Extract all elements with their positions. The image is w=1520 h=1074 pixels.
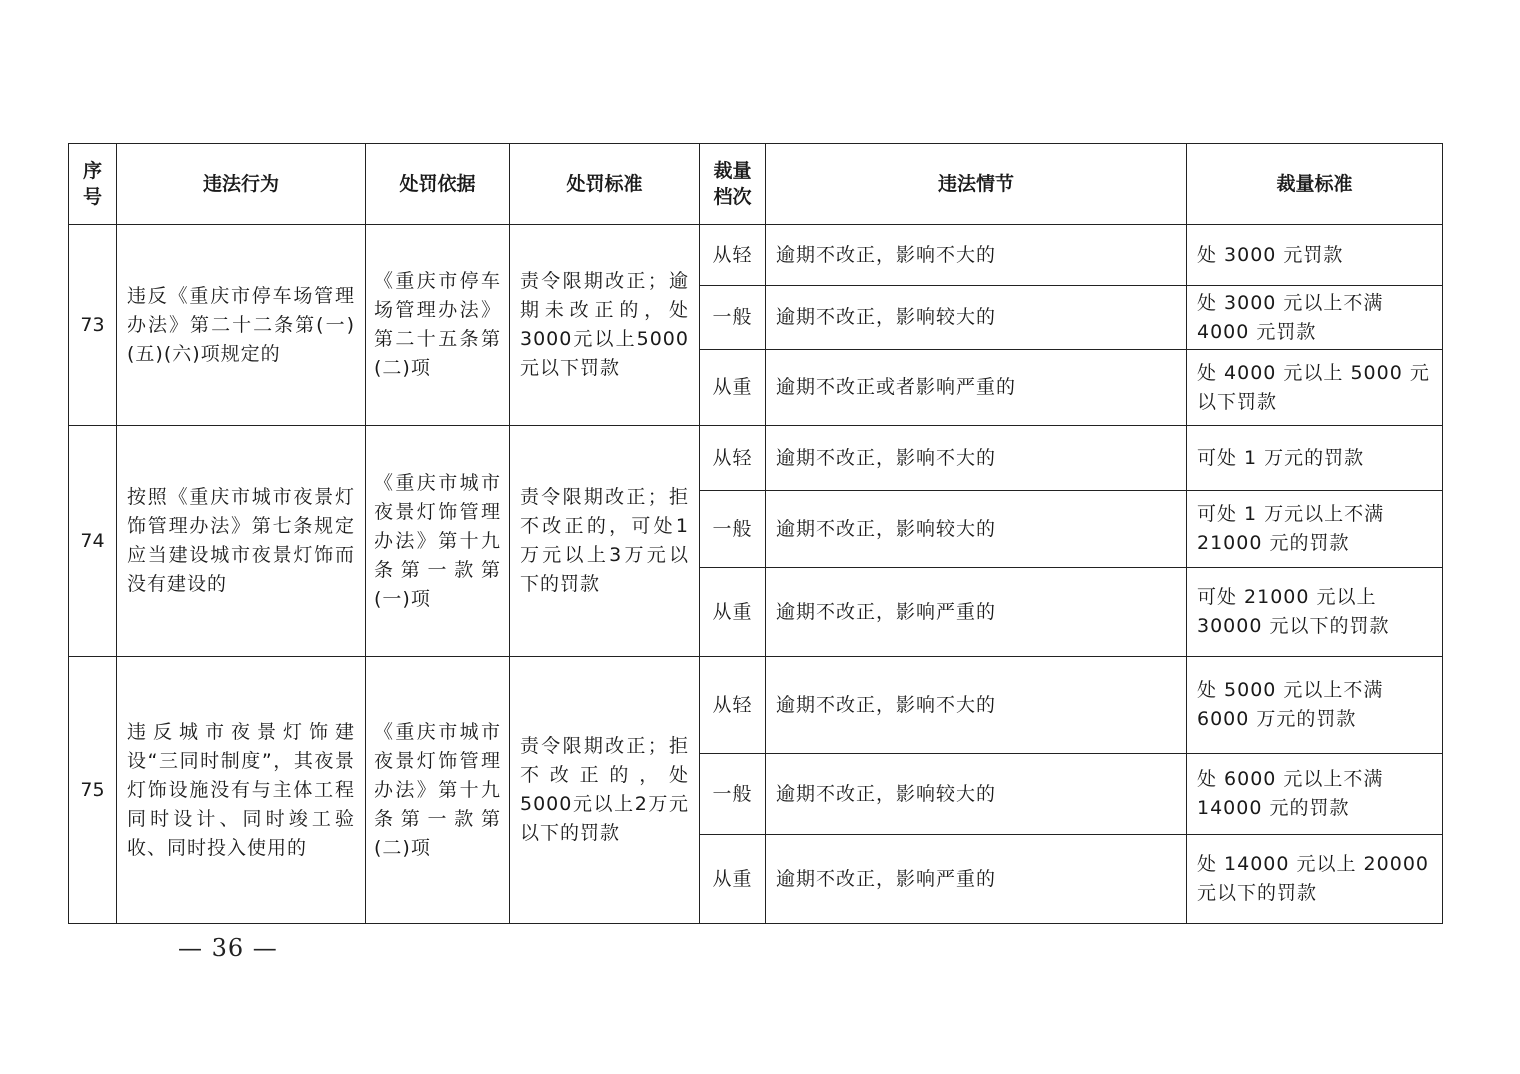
discretion-table-container (68, 143, 1442, 924)
violation-act: 违反《重庆市停车场管理办法》第二十二条第(一)(五)(六)项规定的 (117, 225, 366, 426)
tier-amount: 处 3000 元罚款 (1187, 225, 1443, 286)
tier-amount: 处 6000 元以上不满 14000 元的罚款 (1187, 754, 1443, 835)
tier-level: 从重 (700, 350, 766, 426)
header-row (69, 144, 1443, 225)
tier-amount: 可处 21000 元以上 30000 元以下的罚款 (1187, 568, 1443, 657)
penalty-standard: 责令限期改正；拒不改正的，处5000元以上2万元以下的罚款 (510, 657, 700, 924)
violation-act: 违反城市夜景灯饰建设“三同时制度”，其夜景灯饰设施没有与主体工程同时设计、同时竣工验收、同时投入使用的 (117, 657, 366, 924)
tier-amount: 可处 1 万元以上不满 21000 元的罚款 (1187, 491, 1443, 568)
page-number: — 36 — (178, 934, 278, 962)
tier-amount: 处 14000 元以上 20000 元以下的罚款 (1187, 835, 1443, 924)
header-std: 处罚标准 (510, 144, 700, 225)
table-row (69, 225, 1443, 286)
tier-level: 从重 (700, 835, 766, 924)
header-no: 序号 (69, 144, 117, 225)
penalty-basis: 《重庆市城市夜景灯饰管理办法》第十九条第一款第(一)项 (366, 426, 510, 657)
tier-circumstance: 逾期不改正，影响较大的 (766, 754, 1187, 835)
tier-amount: 可处 1 万元的罚款 (1187, 426, 1443, 491)
tier-level: 从重 (700, 568, 766, 657)
penalty-basis: 《重庆市停车场管理办法》第二十五条第(二)项 (366, 225, 510, 426)
penalty-basis: 《重庆市城市夜景灯饰管理办法》第十九条第一款第(二)项 (366, 657, 510, 924)
tier-amount: 处 4000 元以上 5000 元以下罚款 (1187, 350, 1443, 426)
penalty-standard: 责令限期改正；逾期未改正的，处3000元以上5000元以下罚款 (510, 225, 700, 426)
row-number: 74 (69, 426, 117, 657)
discretion-table (68, 143, 1443, 924)
violation-act: 按照《重庆市城市夜景灯饰管理办法》第七条规定应当建设城市夜景灯饰而没有建设的 (117, 426, 366, 657)
header-level-line2: 档次 (713, 186, 752, 208)
header-plot: 违法情节 (766, 144, 1187, 225)
header-basis: 处罚依据 (366, 144, 510, 225)
tier-level: 从轻 (700, 426, 766, 491)
tier-circumstance: 逾期不改正，影响较大的 (766, 286, 1187, 350)
tier-amount: 处 3000 元以上不满 4000 元罚款 (1187, 286, 1443, 350)
tier-level: 一般 (700, 491, 766, 568)
tier-circumstance: 逾期不改正，影响严重的 (766, 568, 1187, 657)
row-number: 75 (69, 657, 117, 924)
tier-circumstance: 逾期不改正，影响不大的 (766, 657, 1187, 754)
tier-amount: 处 5000 元以上不满 6000 万元的罚款 (1187, 657, 1443, 754)
tier-circumstance: 逾期不改正，影响不大的 (766, 225, 1187, 286)
header-act: 违法行为 (117, 144, 366, 225)
tier-level: 从轻 (700, 225, 766, 286)
header-level-line1: 裁量 (713, 160, 752, 182)
tier-circumstance: 逾期不改正或者影响严重的 (766, 350, 1187, 426)
table-row (69, 657, 1443, 754)
tier-circumstance: 逾期不改正，影响不大的 (766, 426, 1187, 491)
tier-level: 从轻 (700, 657, 766, 754)
header-level (700, 144, 766, 225)
row-number: 73 (69, 225, 117, 426)
table-row (69, 426, 1443, 491)
penalty-standard: 责令限期改正；拒不改正的，可处1万元以上3万元以下的罚款 (510, 426, 700, 657)
tier-level: 一般 (700, 286, 766, 350)
tier-circumstance: 逾期不改正，影响严重的 (766, 835, 1187, 924)
header-amt: 裁量标准 (1187, 144, 1443, 225)
tier-level: 一般 (700, 754, 766, 835)
tier-circumstance: 逾期不改正，影响较大的 (766, 491, 1187, 568)
